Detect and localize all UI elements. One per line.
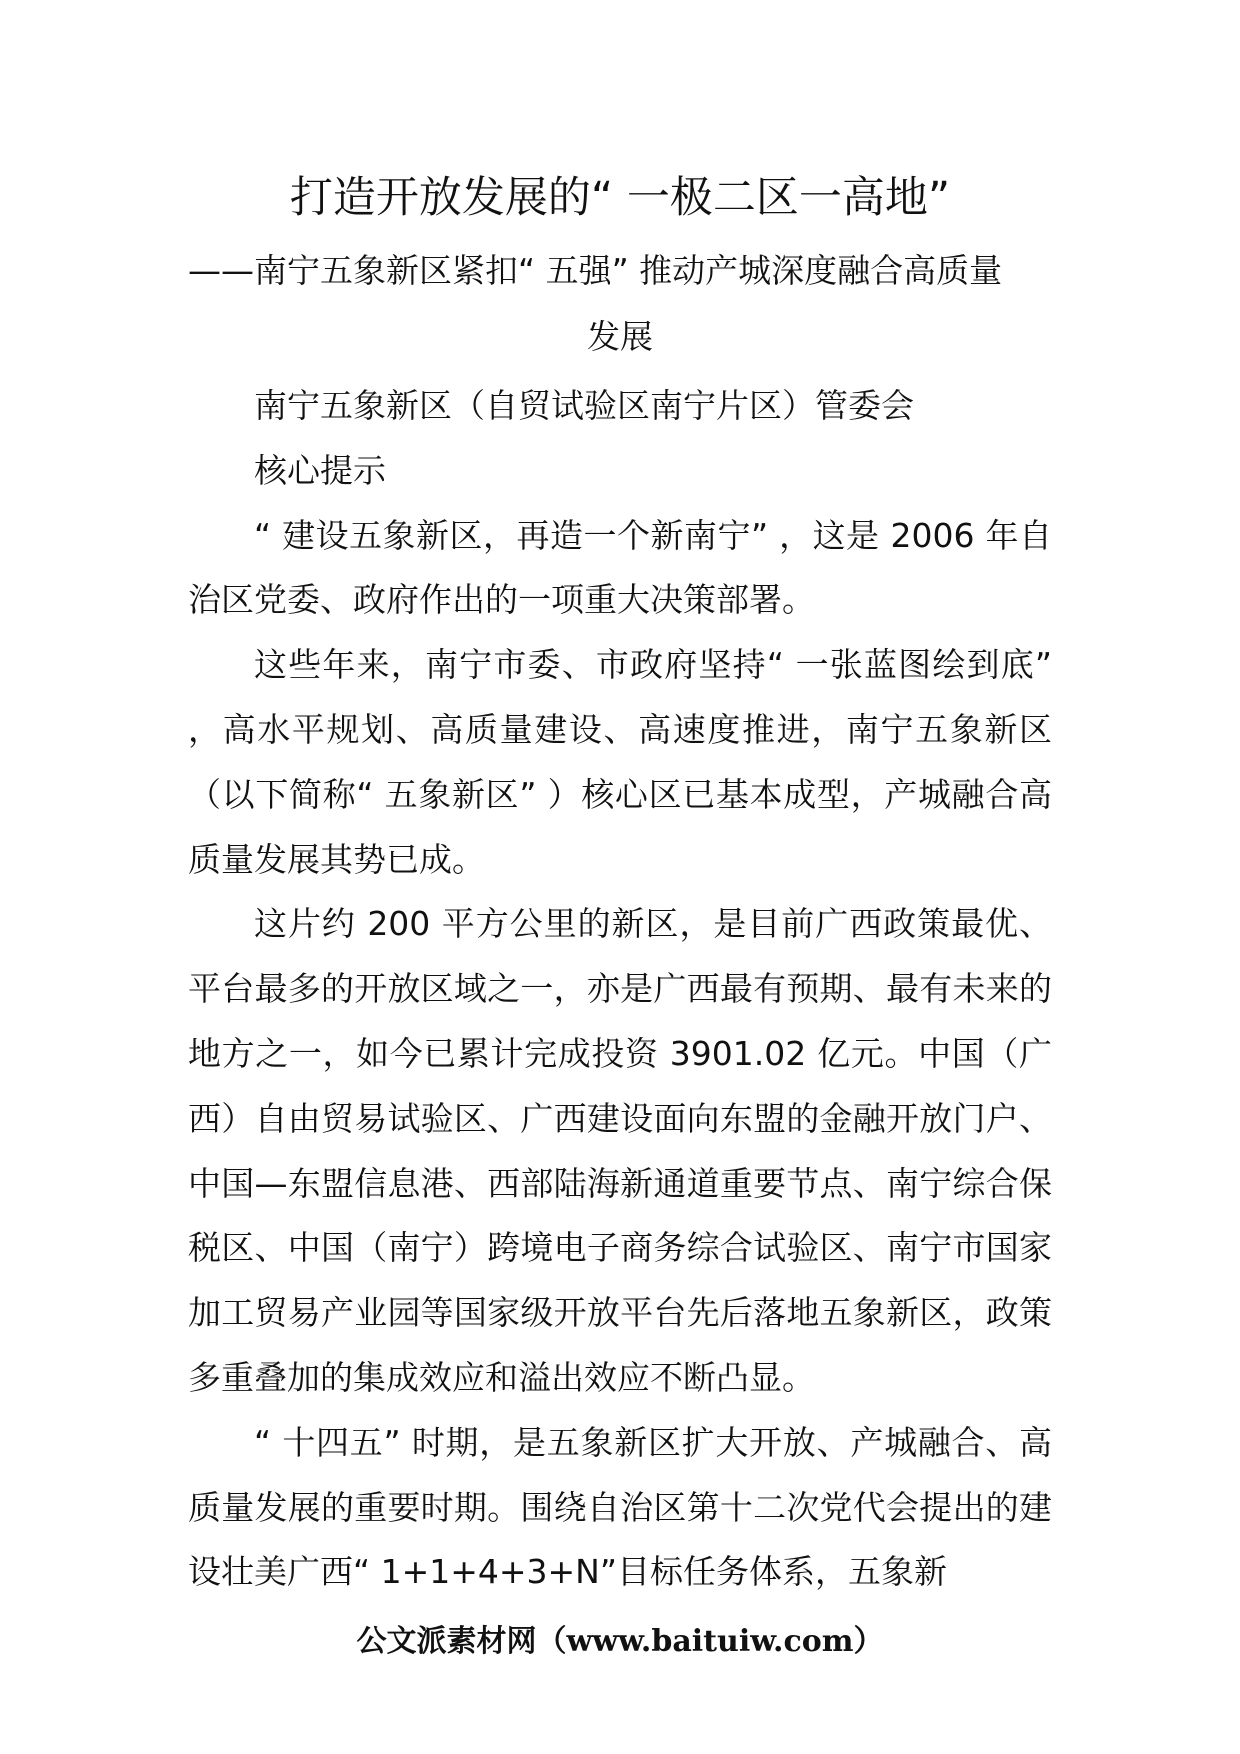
document-title: 打造开放发展的“ 一极二区一高地” bbox=[289, 173, 951, 223]
document-subtitle bbox=[188, 238, 1052, 370]
author-line: 南宁五象新区（自贸试验区南宁片区）管委会 bbox=[254, 386, 914, 425]
subtitle-line-1: ——南宁五象新区紧扣“ 五强” 推动产城深度融合高质量 bbox=[188, 251, 1003, 290]
footer-watermark: 公文派素材网（www.baituiw.com） bbox=[356, 1624, 884, 1659]
body-paragraph: “ 十四五” 时期，是五象新区扩大开放、产城融合、高质量发展的重要时期。围绕自治区第十二次党代会提出的建设壮美广西“ 1+1+4+3+N”目标任务体系，五象新 bbox=[188, 1422, 1052, 1592]
section-heading: 核心提示 bbox=[254, 450, 386, 490]
body-paragraph: 这些年来，南宁市委、市政府坚持“ 一张蓝图绘到底” ，高水平规划、高质量建设、高速度推进，南宁五象新区（以下简称“ 五象新区” ）核心区已基本成型，产城融合高质量发展其势已成。 bbox=[188, 645, 1052, 879]
document-body bbox=[188, 374, 1052, 1605]
body-paragraph: “ 建设五象新区，再造一个新南宁” ，这是 2006 年自治区党委、政府作出的一项重大决策部署。 bbox=[188, 515, 1052, 620]
body-paragraph: 这片约 200 平方公里的新区，是目前广西政策最优、平台最多的开放区域之一，亦是广西最有预期、最有未来的地方之一，如今已累计完成投资 3901.02 亿元。中国（广西）自由贸易试验区、广西建设面向东盟的金融开放门户、中国—东盟信息港、西部陆海新通道重要节点、南宁综合保税区、中国（南宁）跨境电子商务综合试验区、南宁市国家加工贸易产业园等国家级开放平台先后落地五象新区，政策多重叠加的集成效应和溢出效应不断凸显。 bbox=[188, 904, 1052, 1397]
subtitle-line-2: 发展 bbox=[587, 317, 653, 356]
